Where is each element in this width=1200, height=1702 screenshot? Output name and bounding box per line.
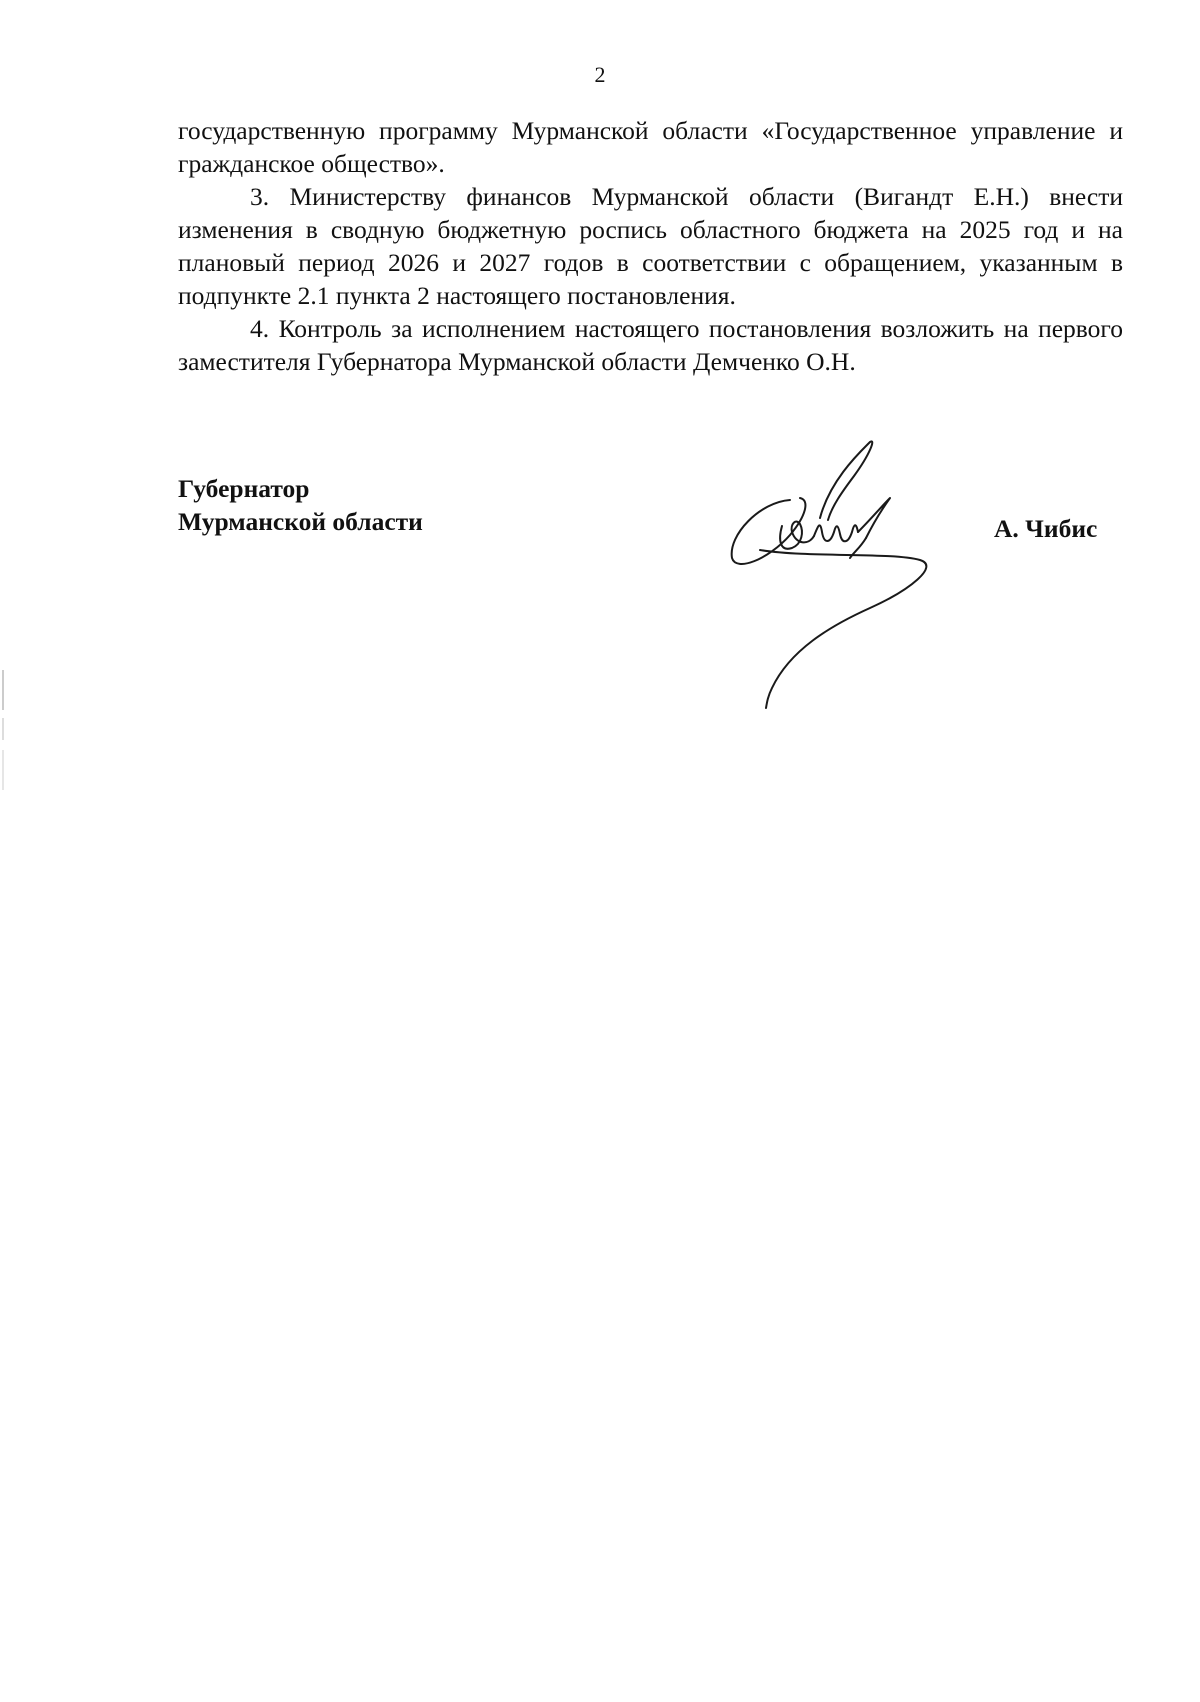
signer-name: А. Чибис [994, 514, 1098, 543]
paragraph-continuation: государственную программу Мурманской области «Государственное управление и гражданское общество». [178, 116, 1123, 178]
position-region: Мурманской области [178, 507, 423, 536]
paragraph-4: 4. Контроль за исполнением настоящего постановления возложить на первого заместителя Губернатора Мурманской области Демченко О.Н. [178, 314, 1123, 376]
scan-edge-marks [2, 670, 6, 790]
signatory-position [178, 472, 423, 538]
document-body [178, 114, 1123, 378]
page-number: 2 [594, 62, 606, 87]
handwritten-signature [720, 440, 960, 710]
paragraph-3: 3. Министерству финансов Мурманской области (Вигандт Е.Н.) внести изменения в сводную бюджетную роспись областного бюджета на 2025 год и на плановый период 2026 и 2027 годов в соответствии с обращением, указанным в подпункте 2.1 пункта 2 настоящего постановления. [178, 182, 1123, 310]
position-title: Губернатор [178, 474, 310, 503]
